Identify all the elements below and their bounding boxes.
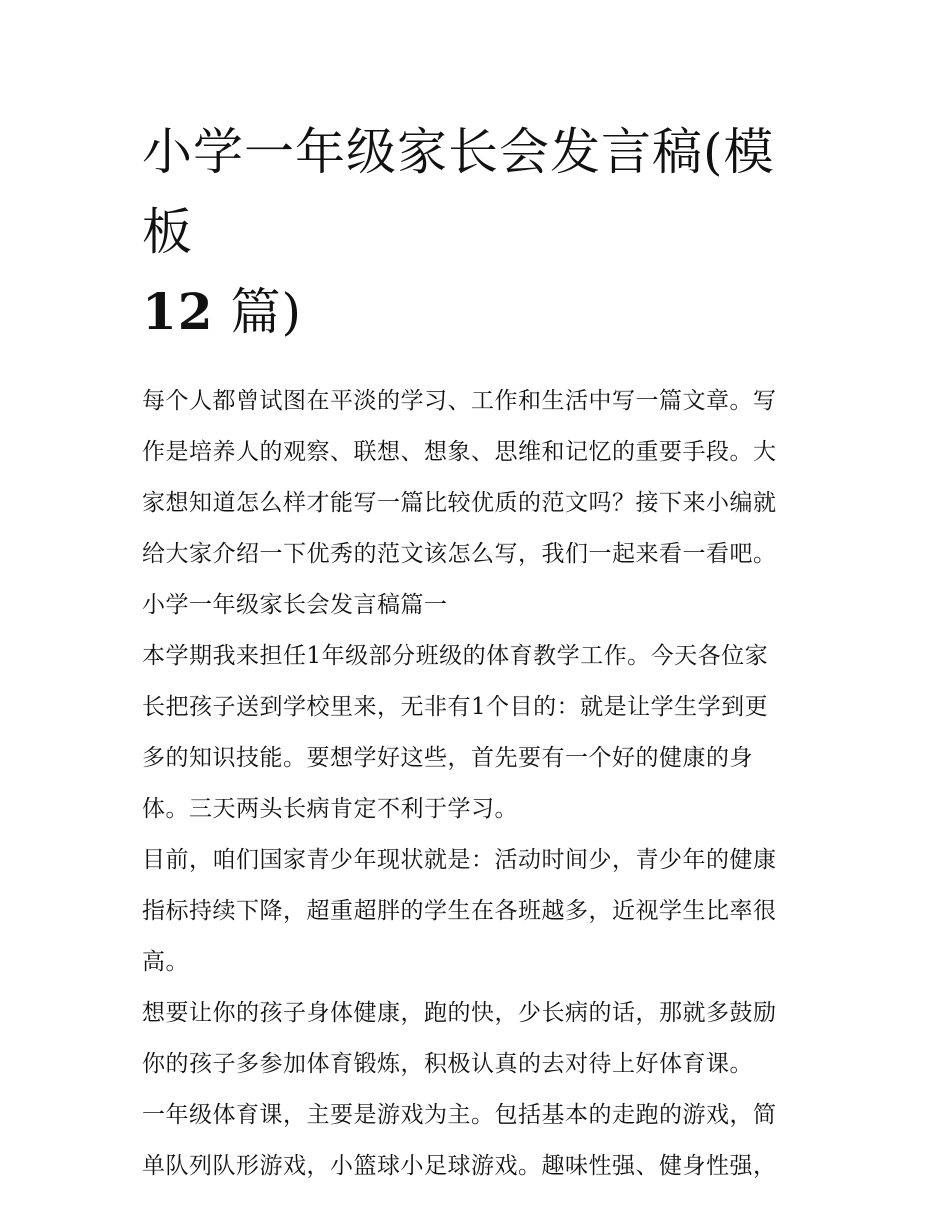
title-line-2: 篇) bbox=[230, 283, 303, 341]
body-line: 作是培养人的观察、联想、想象、思维和记忆的重要手段。大 bbox=[142, 439, 777, 465]
body-line: 目前，咱们国家青少年现状就是：活动时间少，青少年的健康 bbox=[142, 847, 777, 873]
document-body bbox=[142, 376, 810, 1192]
body-line: 多的知识技能。要想学好这些，首先要有一个好的健康的身 bbox=[142, 745, 753, 771]
body-line: 指标持续下降，超重超胖的学生在各班越多，近视学生比率很 bbox=[142, 898, 777, 924]
body-line: 长把孩子送到学校里来，无非有1个目的：就是让学生学到更 bbox=[142, 694, 769, 720]
title-line-1: 小学一年级家长会发言稿(模板 bbox=[142, 123, 775, 261]
document-page bbox=[142, 112, 810, 1192]
body-line: 体。三天两头长病肯定不利于学习。 bbox=[142, 796, 518, 822]
document-title bbox=[142, 112, 810, 352]
title-number: 12 bbox=[142, 282, 214, 341]
body-line: 本学期我来担任1年级部分班级的体育教学工作。今天各位家 bbox=[142, 643, 769, 669]
section-heading: 小学一年级家长会发言稿篇一 bbox=[142, 592, 448, 618]
body-line: 你的孩子多参加体育锻炼，积极认真的去对待上好体育课。 bbox=[142, 1051, 753, 1077]
body-line: 高。 bbox=[142, 949, 189, 975]
body-line: 一年级体育课，主要是游戏为主。包括基本的走跑的游戏，简 bbox=[142, 1102, 777, 1128]
body-line: 单队列队形游戏，小篮球小足球游戏。趣味性强、健身性强， bbox=[142, 1153, 777, 1179]
body-line: 想要让你的孩子身体健康，跑的快，少长病的话，那就多鼓励 bbox=[142, 1000, 777, 1026]
body-line: 每个人都曾试图在平淡的学习、工作和生活中写一篇文章。写 bbox=[142, 388, 777, 414]
body-line: 给大家介绍一下优秀的范文该怎么写，我们一起来看一看吧。 bbox=[142, 541, 777, 567]
body-line: 家想知道怎么样才能写一篇比较优质的范文吗？接下来小编就 bbox=[142, 490, 777, 516]
